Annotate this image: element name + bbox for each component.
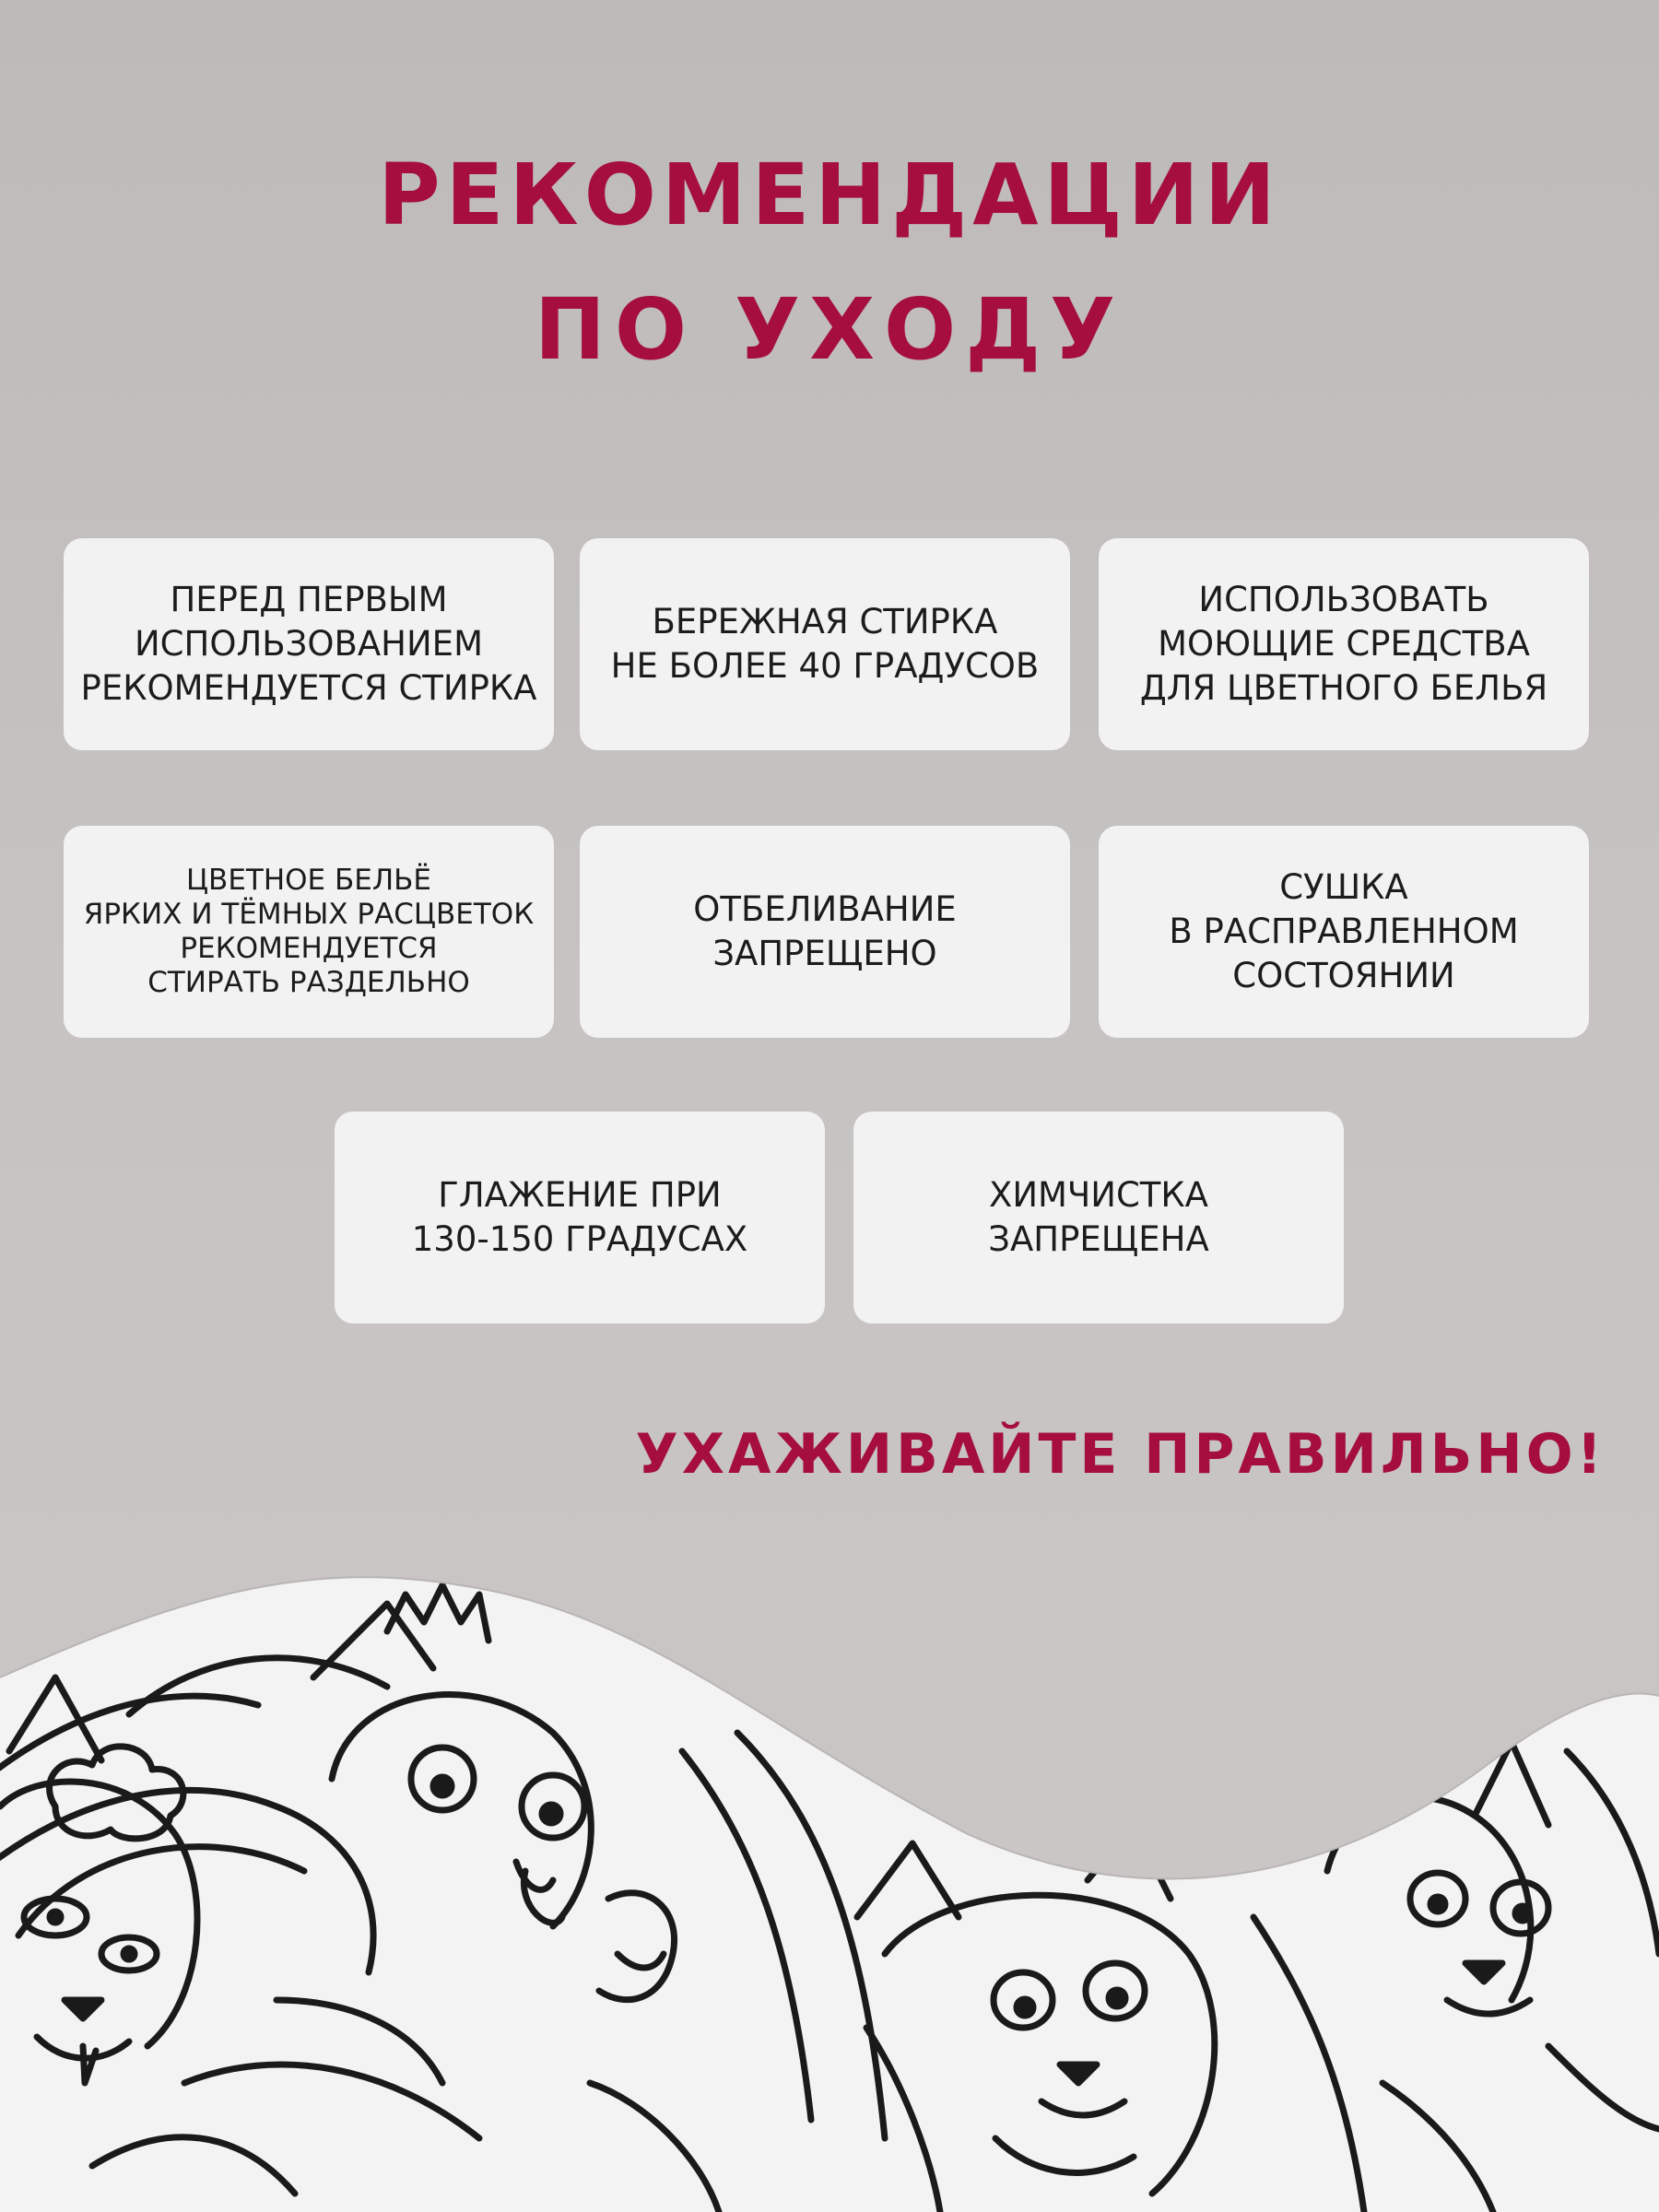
care-card-drying: СУШКА В РАСПРАВЛЕННОМ СОСТОЯНИИ: [1099, 826, 1589, 1038]
page-title-line-2: ПО УХОДУ: [534, 280, 1125, 379]
fabric-cat-pattern-illustration: [0, 1567, 1659, 2212]
care-card-first-wash: ПЕРЕД ПЕРВЫМ ИСПОЛЬЗОВАНИЕМ РЕКОМЕНДУЕТСЯ СТИРКА: [64, 538, 554, 750]
slogan: УХАЖИВАЙТЕ ПРАВИЛЬНО!: [635, 1422, 1606, 1487]
care-card-gentle-wash: БЕРЕЖНАЯ СТИРКА НЕ БОЛЕЕ 40 ГРАДУСОВ: [580, 538, 1070, 750]
page-title-line-1: РЕКОМЕНДАЦИИ: [378, 146, 1281, 244]
care-card-no-bleach: ОТБЕЛИВАНИЕ ЗАПРЕЩЕНО: [580, 826, 1070, 1038]
care-card-no-dry-clean: ХИМЧИСТКА ЗАПРЕЩЕНА: [853, 1112, 1344, 1324]
care-card-ironing: ГЛАЖЕНИЕ ПРИ 130-150 ГРАДУСАХ: [335, 1112, 825, 1324]
care-card-detergent: ИСПОЛЬЗОВАТЬ МОЮЩИЕ СРЕДСТВА ДЛЯ ЦВЕТНОГО БЕЛЬЯ: [1099, 538, 1589, 750]
care-card-separate-wash: ЦВЕТНОЕ БЕЛЬЁ ЯРКИХ И ТЁМНЫХ РАСЦВЕТОК РЕКОМЕНДУЕТСЯ СТИРАТЬ РАЗДЕЛЬНО: [64, 826, 554, 1038]
